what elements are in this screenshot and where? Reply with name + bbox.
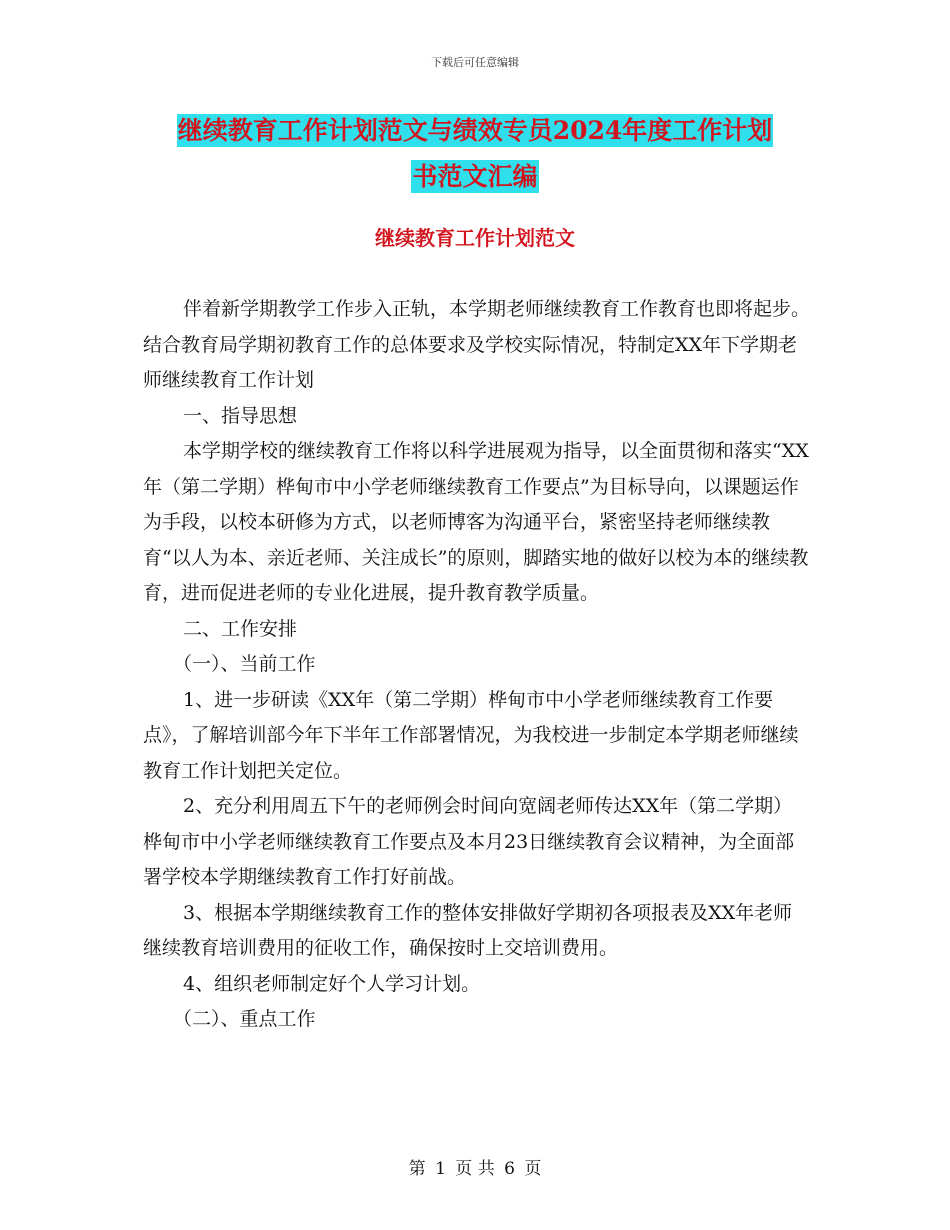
section-title: 继续教育工作计划范文 — [375, 226, 575, 250]
footer-suffix: 页 — [524, 1159, 542, 1179]
page-total: 6 — [504, 1159, 515, 1179]
paragraph-intro: 伴着新学期教学工作步入正轨，本学期老师继续教育工作教育也即将起步。结合教育局学期初教育工作的总体要求及学校实际情况，特制定XX年下学期老师继续教育工作计划 — [143, 298, 811, 391]
title-highlight: 继续教育工作计划范文与绩效专员2024年度工作计划 — [177, 116, 773, 145]
heading-current-work: （一）、当前工作 — [173, 653, 316, 675]
list-item-2: 2、充分利用周五下午的老师例会时间向宽阔老师传达XX年（第二学期）桦甸市中小学老师继续教育工作要点及本月23日继续教育会议精神，为全面部署学校本学期继续教育工作打好前战。 — [143, 795, 795, 888]
title-highlight: 书范文汇编 — [412, 162, 538, 191]
page-number: 1 — [435, 1159, 446, 1179]
heading-key-work: （二）、重点工作 — [173, 1008, 316, 1030]
page-header: 下载后可任意编辑 — [431, 56, 519, 69]
paragraph-guiding-thought: 本学期学校的继续教育工作将以科学进展观为指导，以全面贯彻和落实“XX年（第二学期）桦甸市中小学老师继续教育工作要点”为目标导向，以课题运作为手段，以校本研修为方式，以老师博客为沟通平台，紧密坚持老师继续教育“以人为本、亲近老师、关注成长”的原则，脚踏实地的做好以校为本的继续教育，进而促进老师的专业化进展，提升教育教学质量。 — [143, 440, 809, 604]
document-title-line-2 — [0, 157, 950, 193]
list-item-4: 4、组织老师制定好个人学习计划。 — [183, 972, 481, 995]
document-body — [143, 292, 811, 1038]
footer-mid: 页 共 — [455, 1159, 495, 1179]
footer-prefix: 第 — [408, 1159, 426, 1179]
page-footer — [0, 1154, 950, 1179]
list-item-1: 1、进一步研读《XX年（第二学期）桦甸市中小学老师继续教育工作要点》，了解培训部今年下半年工作部署情况，为我校进一步制定本学期老师继续教育工作计划把关定位。 — [143, 688, 799, 782]
heading-work-arrangement: 二、工作安排 — [183, 617, 298, 640]
document-title-line-1 — [0, 111, 950, 147]
list-item-3: 3、根据本学期继续教育工作的整体安排做好学期初各项报表及XX年老师继续教育培训费用的征收工作，确保按时上交培训费用。 — [143, 901, 793, 959]
heading-guiding-thought: 一、指导思想 — [183, 404, 298, 427]
